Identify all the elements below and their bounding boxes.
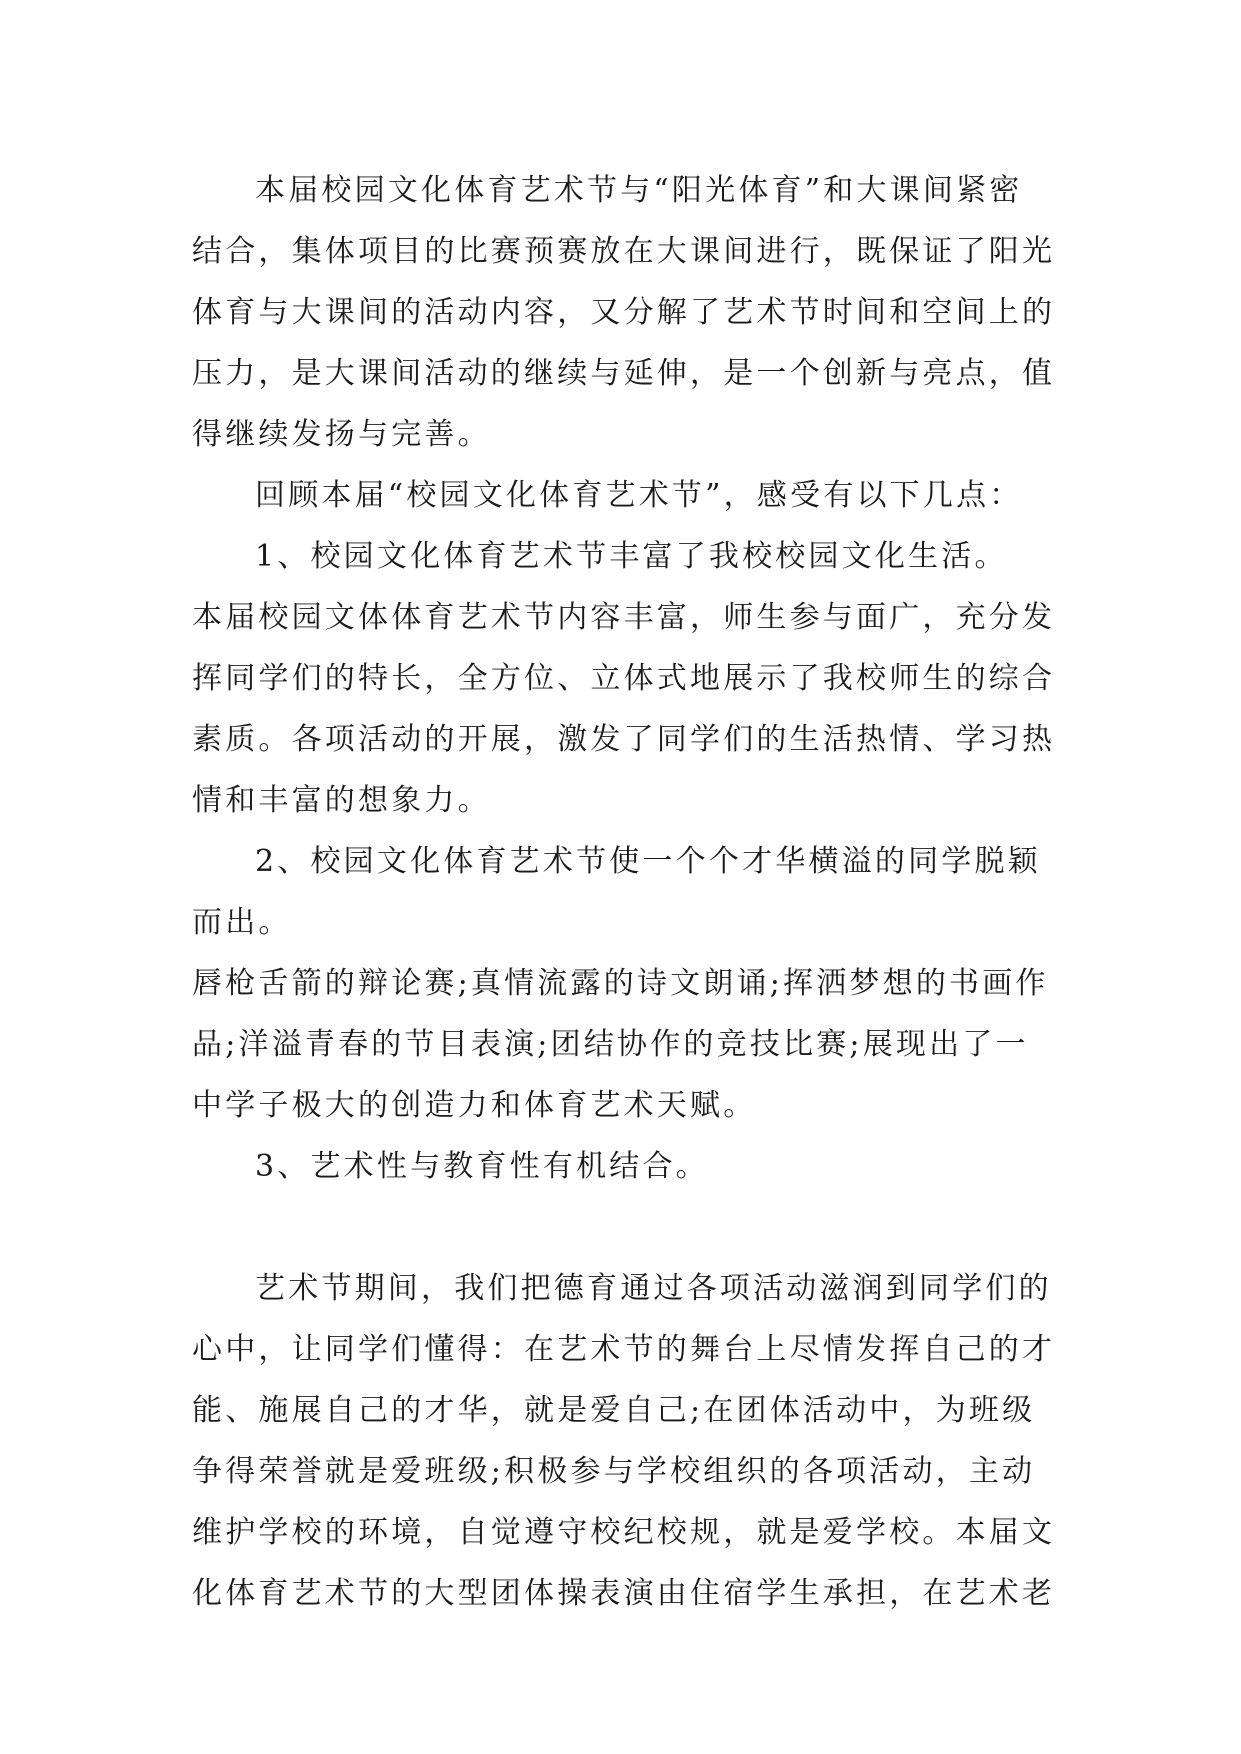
numbered-heading-continuation: 而出。 — [192, 905, 292, 940]
paragraph-line: 心中，让同学们懂得：在艺术节的舞台上尽情发挥自己的才 — [192, 1332, 1056, 1367]
document-body — [192, 160, 1056, 1624]
paragraph-line: 本届校园文化体育艺术节与“阳光体育”和大课间紧密 — [255, 173, 1023, 208]
numbered-heading: 2、校园文化体育艺术节使一个个才华横溢的同学脱颖 — [255, 844, 1041, 879]
paragraph-line: 争得荣誉就是爱班级;积极参与学校组织的各项活动，主动 — [192, 1454, 1036, 1489]
paragraph-line: 挥同学们的特长，全方位、立体式地展示了我校师生的综合 — [192, 661, 1056, 696]
paragraph-line: 得继续发扬与完善。 — [192, 417, 491, 452]
paragraph-line: 维护学校的环境，自觉遵守校纪校规，就是爱学校。本届文 — [192, 1515, 1056, 1550]
paragraph-line: 体育与大课间的活动内容，又分解了艺术节时间和空间上的 — [192, 295, 1056, 330]
paragraph-line: 本届校园文体体育艺术节内容丰富，师生参与面广，充分发 — [192, 600, 1056, 635]
paragraph-line: 回顾本届“校园文化体育艺术节”，感受有以下几点： — [255, 478, 1023, 513]
paragraph-line: 压力，是大课间活动的继续与延伸，是一个创新与亮点，值 — [192, 356, 1056, 391]
numbered-heading: 1、校园文化体育艺术节丰富了我校校园文化生活。 — [255, 539, 1008, 574]
paragraph-line: 唇枪舌箭的辩论赛;真情流露的诗文朗诵;挥洒梦想的书画作 — [192, 966, 1049, 1001]
numbered-heading: 3、艺术性与教育性有机结合。 — [255, 1149, 709, 1184]
paragraph-line: 中学子极大的创造力和体育艺术天赋。 — [192, 1088, 757, 1123]
paragraph-line: 结合，集体项目的比赛预赛放在大课间进行，既保证了阳光 — [192, 234, 1056, 269]
paragraph-line: 素质。各项活动的开展，激发了同学们的生活热情、学习热 — [192, 722, 1056, 757]
paragraph-line: 能、施展自己的才华，就是爱自己;在团体活动中，为班级 — [192, 1393, 1036, 1428]
blank-line — [192, 1197, 1047, 1258]
paragraph-line: 情和丰富的想象力。 — [192, 783, 491, 818]
paragraph-line: 化体育艺术节的大型团体操表演由住宿学生承担，在艺术老 — [192, 1576, 1056, 1611]
paragraph-line: 艺术节期间，我们把德育通过各项活动滋润到同学们的 — [255, 1271, 1052, 1306]
paragraph-line: 品;洋溢青春的节目表演;团结协作的竞技比赛;展现出了一 — [192, 1027, 1029, 1062]
